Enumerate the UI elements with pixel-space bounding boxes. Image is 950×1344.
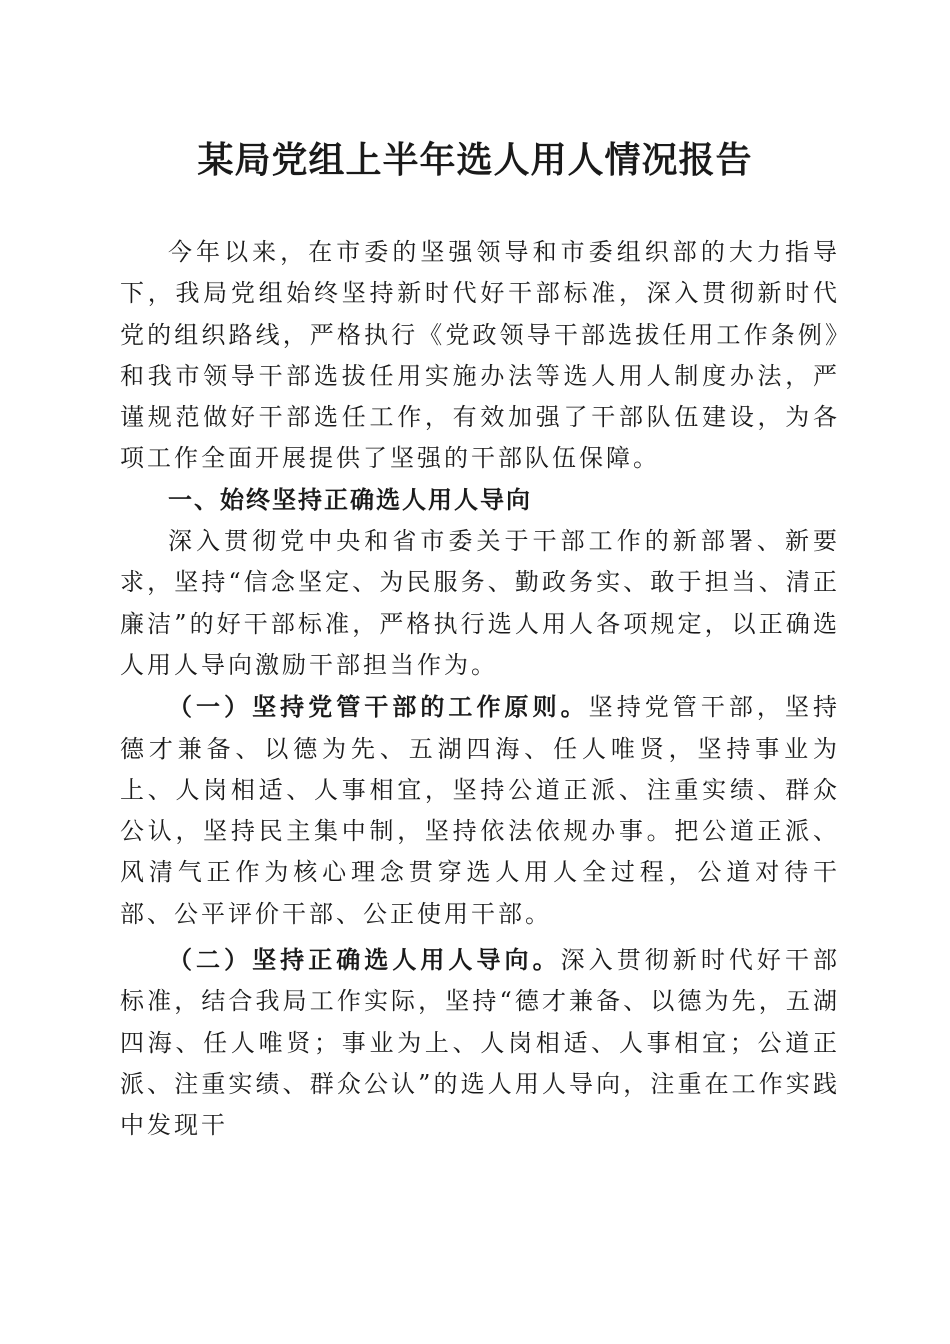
item-2-paragraph <box>120 939 840 1146</box>
section-heading-1: 一、始终坚持正确选人用人导向 <box>168 485 532 514</box>
item-1-lead: （一）坚持党管干部的工作原则。 <box>168 692 589 722</box>
document-body <box>120 232 840 1147</box>
item-2-lead: （二）坚持正确选人用人导向。 <box>168 945 561 975</box>
item-2-body: 深入贯彻新时代好干部标准，结合我局工作实际，坚持“德才兼备、以德为先，五湖四海、任人唯贤；事业为上、人岗相适、人事相宜；公道正派、注重实绩、群众公认”的选人用人导向，注重在工作实践中发现干 <box>120 946 840 1140</box>
intro-paragraph: 今年以来，在市委的坚强领导和市委组织部的大力指导下，我局党组始终坚持新时代好干部标准，深入贯彻新时代党的组织路线，严格执行《党政领导干部选拔任用工作条例》和我市领导干部选拔任用实施办法等选人用人制度办法，严谨规范做好干部选任工作，有效加强了干部队伍建设，为各项工作全面开展提供了坚强的干部队伍保障。 <box>120 238 840 473</box>
section-1-paragraph: 深入贯彻党中央和省市委关于干部工作的新部署、新要求，坚持“信念坚定、为民服务、勤政务实、敢于担当、清正廉洁”的好干部标准，严格执行选人用人各项规定，以正确选人用人导向激励干部担当作为。 <box>120 527 840 679</box>
item-1-paragraph <box>120 686 840 935</box>
document-title: 某局党组上半年选人用人情况报告 <box>197 139 753 181</box>
item-1-body: 坚持党管干部，坚持德才兼备、以德为先、五湖四海、任人唯贤，坚持事业为上、人岗相适、人事相宜，坚持公道正派、注重实绩、群众公认，坚持民主集中制，坚持依法依规办事。把公道正派、风清气正作为核心理念贯穿选人用人全过程，公道对待干部、公平评价干部、公正使用干部。 <box>120 693 841 928</box>
